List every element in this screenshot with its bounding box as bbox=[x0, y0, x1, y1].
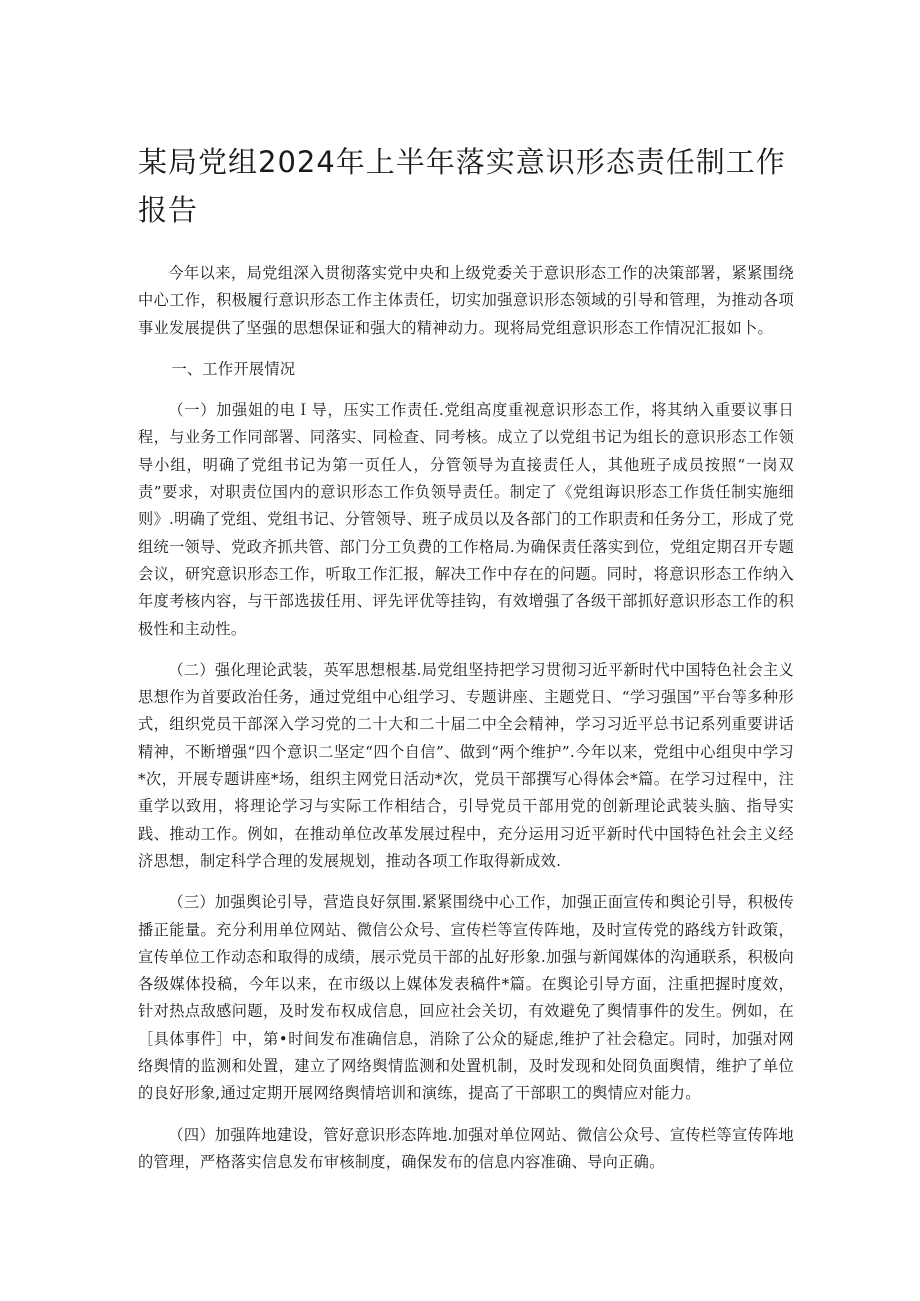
document-title: 某局党组2024年上半年落实意识形态责任制工作报告 bbox=[138, 145, 786, 227]
body-paragraph-3: （三）加强舆论引导，营造良好氛围.紧紧围绕中心工作，加强正面宣传和舆论引导，积极传播正能量。充分利用单位网站、微信公众号、宣传栏等宣传阵地，及时宣传党的路线方针政策，宣传单位工作动态和取得的成绩，展示党员干部的乩好形象.加强与新闻媒体的沟通联系，积极向各级媒体投稿，今年以来，在市级以上媒体发表稿件*篇。在舆论引导方面，注重把握时度效，针对热点敌感问题，及时发布权成信息，回应社会关切，有效避免了舆情事件的发生。例如，在［具体事件］中，第•时间发布准确信息，消除了公众的疑虑,维护了社会稳定。同时，加强对网络舆情的监测和处置，建立了网络舆情监测和处置机制，及时发现和处冏负面舆情，维护了单位的良好形象,通过定期开展网络舆情培训和演练，提高了干部职工的舆情应对能力。 bbox=[138, 893, 794, 1103]
body-paragraph-4: （四）加强阵地建设，管好意识形态阵地.加强对单位网站、微信公众号、宣传栏等宣传阵地的管理，严格落实信息发布审核制度，确保发布的信息内容准确、导向正确。 bbox=[138, 1125, 794, 1171]
document-page bbox=[138, 138, 794, 1190]
body-paragraph-1: （一）加强姐的电Ｉ导，压实工作责任.党组高度重视意识形态工作，将其纳入重要议事日程，与业务工作同部署、同落实、同检查、同考核。成立了以党组书记为组长的意识形态工作领导小组，明确了党组书记为第一页任人，分管领导为直接责任人，其他班子成员按照“一岗双责”要求，对职责位国内的意识形态工作负领导责任。制定了《党组诲识形态工作货任制实施细则》.明确了党组、党组书记、分管领导、班子成员以及各部门的工作职责和任务分工，形成了党组统一领导、党政齐抓共管、部门分工负费的工作格局.为确保责任落实到位，党组定期召开专题会议，研究意识形态工作，听取工作汇报，解决工作中存在的问题。同时，将意识形态工作纳入年度考核内容，与干部选拔任用、评先评优等挂钩，有效增强了各级干部抓好意识形态工作的积极性和主动性。 bbox=[138, 401, 794, 638]
section-heading: 一、工作开展情况 bbox=[171, 359, 296, 378]
body-paragraph-2: （二）强化理论武装，英军思想根基.局党组坚持把学习贯彻习近平新时代中国特色社会主义思想作为首要政治任务，通过党组中心组学习、专题讲座、主题党日、“学习强国”平台等多种形式，组织党员干部深入学习党的二十大和二十届二中全会精神，学习习近平总书记系列重要讲话精神，不断增强“四个意识二坚定“四个自信”、做到“两个维护”.今年以来，党组中心组臾中学习*次，开展专题讲座*场，组织主网党日活动*次，党员干部撰写心得体会*篇。在学习过程中，注重学以致用，将理论学习与实际工作相结合，引导党员干部用党的创新理论武装头脑、指导实践、推动工作。例如，在推动单位改革发展过程中，充分运用习近平新时代中国特色社会主义经济思想，制定科学合理的发展规划，推动各项工作取得新成效. bbox=[138, 660, 794, 870]
intro-paragraph: 今年以来，局党组深入贯彻落实党中央和上级党委关于意识形态工作的决策部署，紧紧围绕中心工作，积极履行意识形态工作主体责任，切实加强意识形态领域的引导和管理，为推动各项事业发展提供了坚强的思想保证和强大的精神动力。现将局党组意识形态工作情况汇报如卜。 bbox=[138, 264, 794, 337]
